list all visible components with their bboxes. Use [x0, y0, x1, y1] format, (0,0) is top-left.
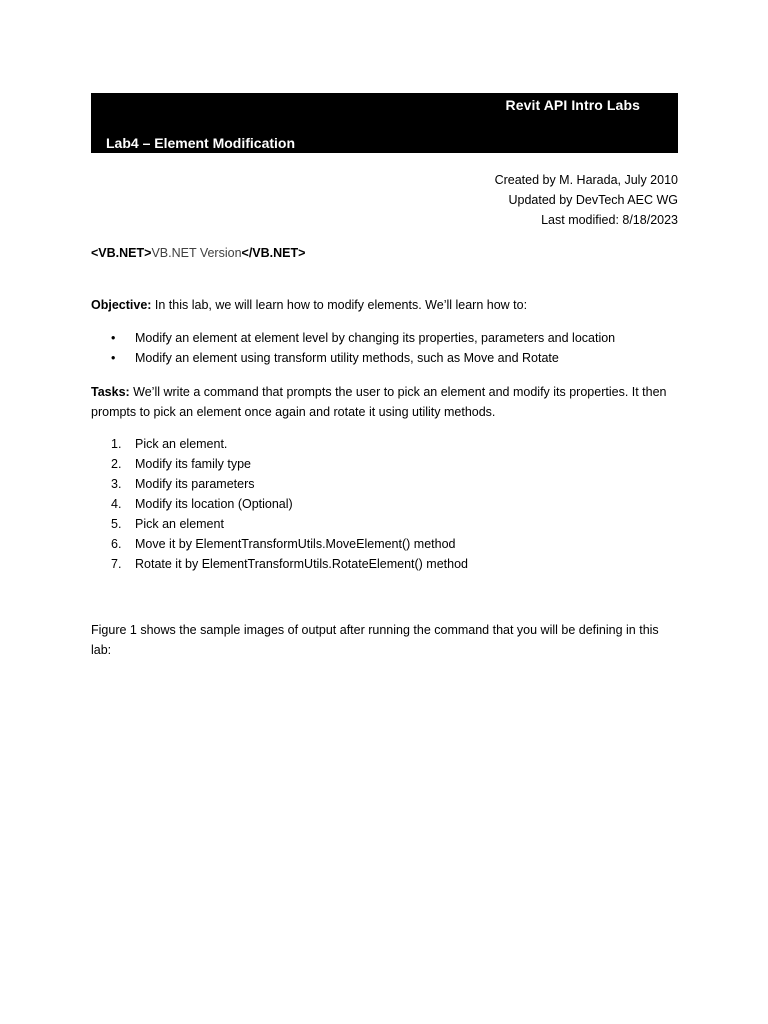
bullet-icon: •: [111, 351, 116, 365]
list-item: [91, 328, 681, 348]
list-item: [91, 554, 681, 574]
objective-bullets: [91, 328, 681, 368]
document-meta: [495, 170, 678, 230]
document-title: Revit API Intro Labs: [505, 97, 640, 113]
step-text: Modify its parameters: [135, 477, 255, 491]
list-item: [91, 348, 681, 368]
tasks-label: Tasks:: [91, 385, 130, 399]
created-by: Created by M. Harada, July 2010: [494, 173, 678, 187]
tasks-paragraph: [91, 382, 681, 422]
list-item: [91, 454, 681, 474]
step-text: Rotate it by ElementTransformUtils.RotateElement() method: [135, 557, 468, 571]
step-number: 4.: [111, 497, 122, 511]
list-item: [91, 474, 681, 494]
vb-version-label: VB.NET Version: [151, 246, 242, 260]
step-text: Pick an element: [135, 517, 224, 531]
task-steps: [91, 434, 681, 574]
step-number: 1.: [111, 437, 122, 451]
vb-close-tag: </VB.NET>: [241, 246, 306, 260]
step-number: 5.: [111, 517, 122, 531]
step-text: Pick an element.: [135, 437, 228, 451]
objective-paragraph: [91, 295, 681, 315]
step-text: Modify its family type: [135, 457, 252, 471]
header-banner: [91, 93, 678, 153]
last-modified: Last modified: 8/18/2023: [541, 213, 678, 227]
step-number: 3.: [111, 477, 122, 491]
bullet-icon: •: [111, 331, 116, 345]
list-item: [91, 514, 681, 534]
tasks-text: We’ll write a command that prompts the user to pick an element and modify its properties. It then prompts to pick an element once again and rotate it using utility methods.: [91, 385, 667, 419]
step-text: Modify its location (Optional): [135, 497, 293, 511]
step-number: 2.: [111, 457, 122, 471]
list-item: [91, 434, 681, 454]
updated-by: Updated by DevTech AEC WG: [508, 193, 678, 207]
objective-label: Objective:: [91, 298, 152, 312]
step-text: Move it by ElementTransformUtils.MoveElement() method: [135, 537, 456, 551]
objective-text: In this lab, we will learn how to modify elements. We’ll learn how to:: [151, 298, 528, 312]
vb-open-tag: <VB.NET>: [91, 246, 152, 260]
figure-paragraph: Figure 1 shows the sample images of output after running the command that you will be defining in this lab:: [91, 623, 659, 657]
bullet-text: Modify an element using transform utility methods, such as Move and Rotate: [135, 351, 559, 365]
list-item: [91, 534, 681, 554]
step-number: 6.: [111, 537, 122, 551]
list-item: [91, 494, 681, 514]
bullet-text: Modify an element at element level by changing its properties, parameters and location: [135, 331, 616, 345]
lab-title: Lab4 – Element Modification: [106, 135, 296, 151]
version-line: [91, 243, 681, 263]
step-number: 7.: [111, 557, 122, 571]
